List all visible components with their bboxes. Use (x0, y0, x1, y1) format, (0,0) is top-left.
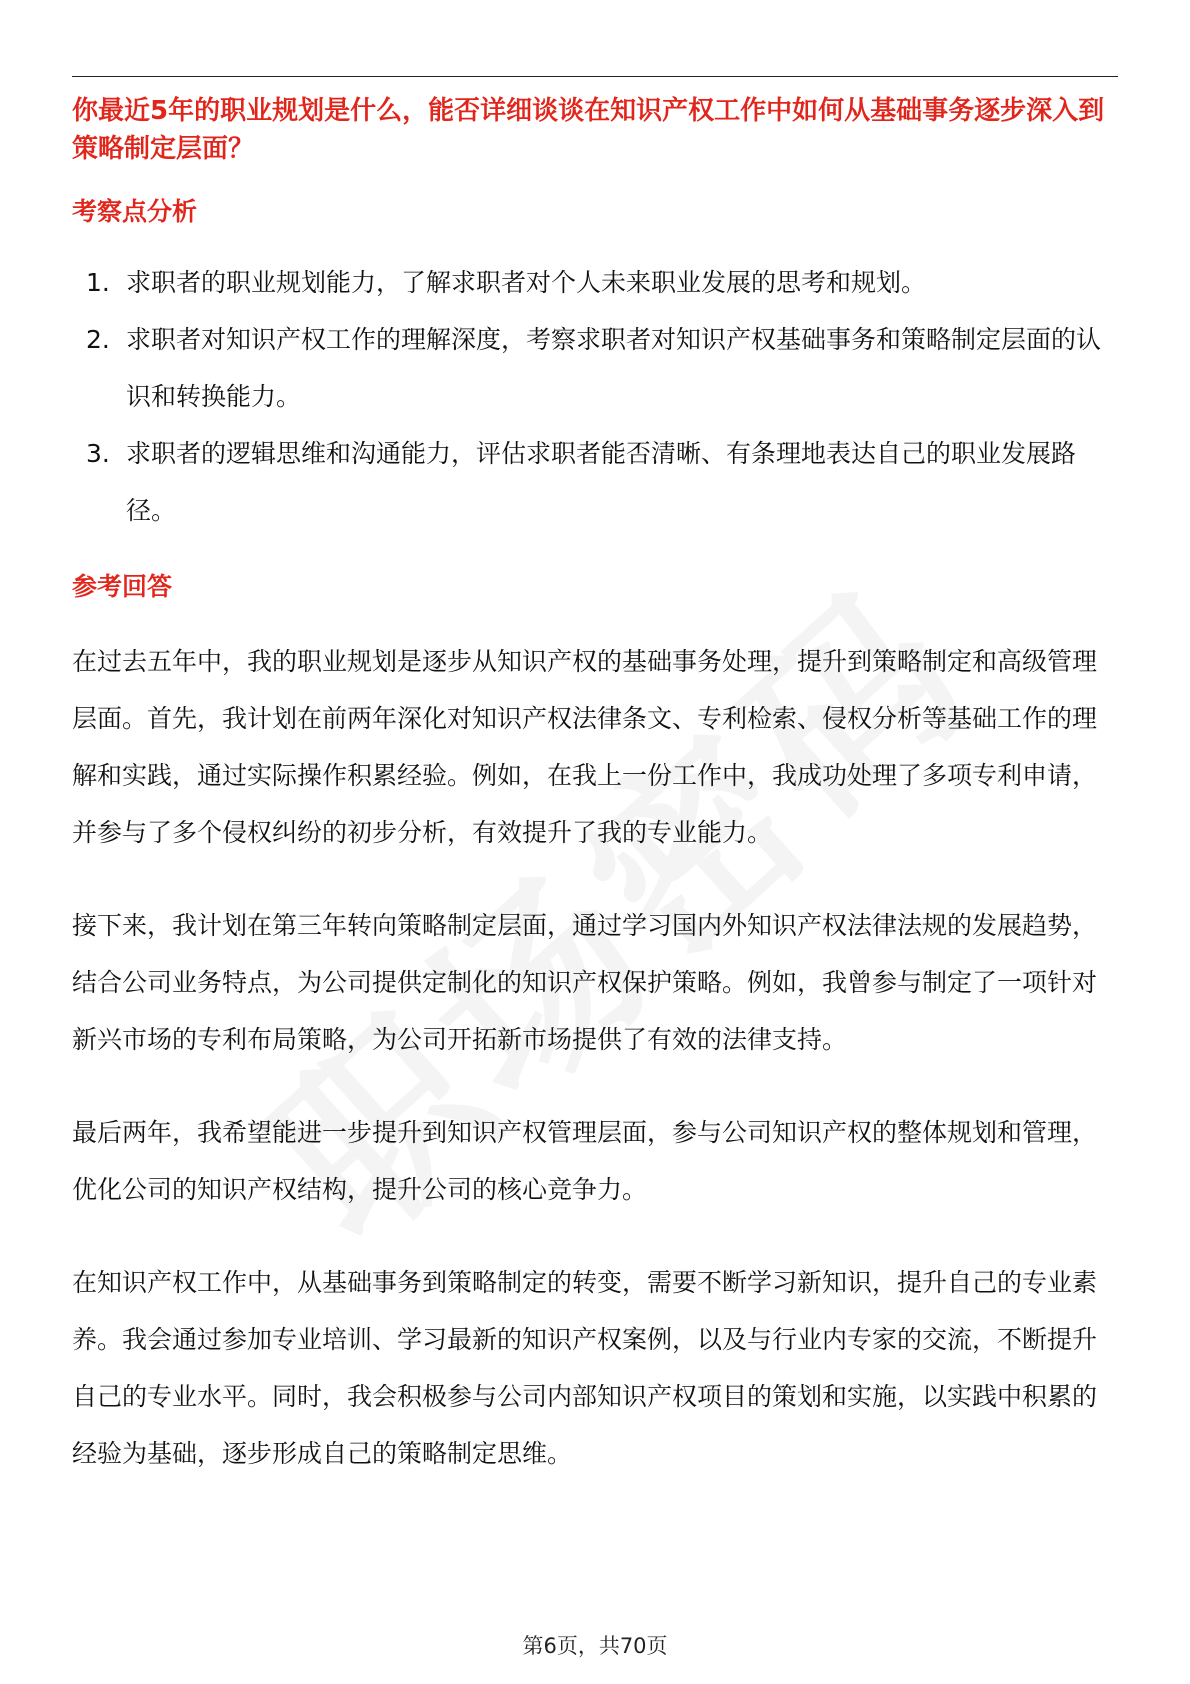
point-number: 3. (86, 439, 110, 468)
answer-paragraph: 最后两年，我希望能进一步提升到知识产权管理层面，参与公司知识产权的整体规划和管理，优化公司的知识产权结构，提升公司的核心竞争力。 (72, 1118, 1098, 1204)
header-rule (72, 76, 1118, 77)
question-title: 你最近5年的职业规划是什么，能否详细谈谈在知识产权工作中如何从基础事务逐步深入到策略制定层面？ (72, 96, 1105, 164)
answer-paragraph: 在过去五年中，我的职业规划是逐步从知识产权的基础事务处理，提升到策略制定和高级管理层面。首先，我计划在前两年深化对知识产权法律条文、专利检索、侵权分析等基础工作的理解和实践，通过实际操作积累经验。例如，在我上一份工作中，我成功处理了多项专利申请，并参与了多个侵权纠纷的初步分析，有效提升了我的专业能力。 (72, 647, 1098, 847)
analysis-point (72, 311, 1118, 425)
answer-paragraph: 在知识产权工作中，从基础事务到策略制定的转变，需要不断学习新知识，提升自己的专业素养。我会通过参加专业培训、学习最新的知识产权案例，以及与行业内专家的交流，不断提升自己的专业水平。同时，我会积极参与公司内部知识产权项目的策划和实施，以实践中积累的经验为基础，逐步形成自己的策略制定思维。 (72, 1268, 1098, 1468)
answer-heading: 参考回答 (72, 572, 173, 601)
analysis-point (72, 425, 1118, 539)
point-text: 求职者的职业规划能力，了解求职者对个人未来职业发展的思考和规划。 (126, 268, 927, 297)
point-text: 求职者的逻辑思维和沟通能力，评估求职者能否清晰、有条理地表达自己的职业发展路径。 (126, 439, 1077, 525)
page-content (72, 92, 1118, 1518)
point-number: 2. (86, 325, 110, 354)
analysis-points (72, 254, 1118, 539)
point-text: 求职者对知识产权工作的理解深度，考察求职者对知识产权基础事务和策略制定层面的认识和转换能力。 (126, 325, 1102, 411)
page-number: 第6页，共70页 (522, 1634, 668, 1658)
analysis-heading: 考察点分析 (72, 197, 198, 226)
answer-paragraph: 接下来，我计划在第三年转向策略制定层面，通过学习国内外知识产权法律法规的发展趋势，结合公司业务特点，为公司提供定制化的知识产权保护策略。例如，我曾参与制定了一项针对新兴市场的专利布局策略，为公司开拓新市场提供了有效的法律支持。 (72, 911, 1098, 1054)
point-number: 1. (86, 268, 110, 297)
analysis-point (72, 254, 1118, 311)
